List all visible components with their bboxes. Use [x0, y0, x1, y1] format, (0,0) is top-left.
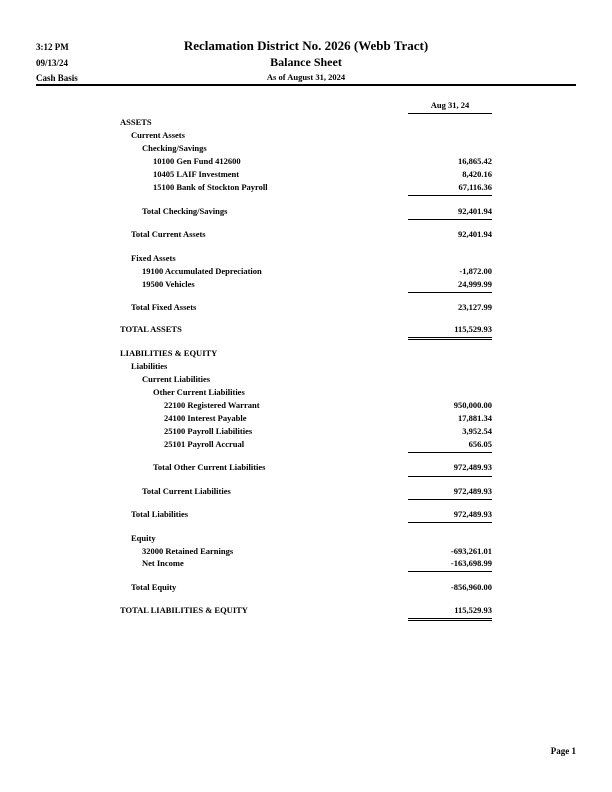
- row-amount: 656.05: [468, 439, 492, 449]
- row-label: Total Checking/Savings: [142, 206, 228, 216]
- row-label: Checking/Savings: [142, 143, 207, 153]
- row-label: Liabilities: [131, 361, 168, 371]
- row-label: 25100 Payroll Liabilities: [164, 426, 253, 436]
- account-row: [0, 169, 612, 180]
- row-label: 10100 Gen Fund 412600: [153, 156, 241, 166]
- total-row: [0, 509, 612, 520]
- row-amount: 115,529.93: [454, 605, 492, 615]
- row-amount: 3,952.54: [462, 426, 492, 436]
- group-heading: [0, 374, 612, 385]
- grand-total-row: [0, 324, 612, 335]
- row-amount: 23,127.99: [458, 302, 492, 312]
- row-label: Total Liabilities: [131, 509, 189, 519]
- row-amount: 972,489.93: [453, 509, 492, 519]
- subtotal-rule: [408, 499, 492, 500]
- row-label: Current Liabilities: [142, 374, 211, 384]
- row-label: ASSETS: [120, 117, 152, 127]
- header-rule: [36, 84, 576, 86]
- total-double-rule: [408, 337, 492, 338]
- row-amount: 972,489.93: [453, 462, 492, 472]
- row-label: 10405 LAIF Investment: [153, 169, 240, 179]
- row-amount: -693,261.01: [450, 546, 492, 556]
- row-label: 19100 Accumulated Depreciation: [142, 266, 262, 276]
- row-label: Fixed Assets: [131, 253, 176, 263]
- account-row: [0, 279, 612, 290]
- company-name: Reclamation District No. 2026 (Webb Tract): [183, 38, 429, 53]
- row-amount: 92,401.94: [458, 206, 492, 216]
- account-row: [0, 546, 612, 557]
- row-amount: 17,881.34: [458, 413, 492, 423]
- accounting-basis: Cash Basis: [36, 73, 78, 83]
- subtotal-rule: [408, 219, 492, 220]
- account-row: [0, 558, 612, 569]
- row-amount: -163,698.99: [450, 558, 492, 568]
- row-amount: 67,116.36: [458, 182, 492, 192]
- row-label: TOTAL LIABILITIES & EQUITY: [120, 605, 248, 615]
- subtotal-rule: [408, 292, 492, 293]
- total-row: [0, 582, 612, 593]
- row-label: Total Fixed Assets: [131, 302, 197, 312]
- group-heading: [0, 253, 612, 264]
- row-amount: 8,420.16: [462, 169, 492, 179]
- row-label: 15100 Bank of Stockton Payroll: [153, 182, 268, 192]
- report-title: Balance Sheet: [270, 55, 342, 69]
- subtotal-rule: [408, 195, 492, 196]
- group-heading: [0, 143, 612, 154]
- total-double-rule: [408, 620, 492, 621]
- section-heading: [0, 117, 612, 128]
- column-header: Aug 31, 24: [430, 100, 470, 110]
- account-row: [0, 266, 612, 277]
- row-label: LIABILITIES & EQUITY: [120, 348, 218, 358]
- column-header-underline: [408, 113, 492, 114]
- row-amount: 972,489.93: [453, 486, 492, 496]
- grand-total-row: [0, 605, 612, 616]
- report-period: As of August 31, 2024: [266, 72, 346, 82]
- row-amount: 24,999.99: [458, 279, 492, 289]
- row-label: Total Current Liabilities: [142, 486, 231, 496]
- group-heading: [0, 361, 612, 372]
- section-heading: [0, 348, 612, 359]
- group-heading: [0, 387, 612, 398]
- account-row: [0, 413, 612, 424]
- row-label: Net Income: [142, 558, 184, 568]
- print-date: 09/13/24: [36, 58, 69, 68]
- page-number: Page 1: [550, 746, 576, 756]
- row-amount: 92,401.94: [458, 229, 492, 239]
- row-label: Total Other Current Liabilities: [153, 462, 266, 472]
- total-row: [0, 462, 612, 473]
- row-label: 25101 Payroll Accrual: [164, 439, 245, 449]
- row-amount: 950,000.00: [453, 400, 492, 410]
- group-heading: [0, 130, 612, 141]
- row-label: 19500 Vehicles: [142, 279, 195, 289]
- group-heading: [0, 533, 612, 544]
- print-time: 3:12 PM: [36, 42, 69, 52]
- subtotal-rule: [408, 522, 492, 523]
- total-row: [0, 486, 612, 497]
- subtotal-rule: [408, 571, 492, 572]
- row-label: Equity: [131, 533, 156, 543]
- total-double-rule: [408, 339, 492, 340]
- row-label: Total Equity: [131, 582, 177, 592]
- account-row: [0, 156, 612, 167]
- total-row: [0, 229, 612, 240]
- account-row: [0, 439, 612, 450]
- row-label: TOTAL ASSETS: [120, 324, 182, 334]
- total-row: [0, 302, 612, 313]
- total-row: [0, 206, 612, 217]
- row-amount: -1,872.00: [459, 266, 492, 276]
- row-label: Other Current Liabilities: [153, 387, 245, 397]
- row-label: 24100 Interest Payable: [164, 413, 247, 423]
- account-row: [0, 400, 612, 411]
- account-row: [0, 182, 612, 193]
- row-label: 32000 Retained Earnings: [142, 546, 234, 556]
- account-row: [0, 426, 612, 437]
- row-label: 22100 Registered Warrant: [164, 400, 260, 410]
- row-amount: -856,960.00: [450, 582, 492, 592]
- row-label: Current Assets: [131, 130, 185, 140]
- subtotal-rule: [408, 452, 492, 453]
- row-amount: 115,529.93: [454, 324, 492, 334]
- row-label: Total Current Assets: [131, 229, 206, 239]
- row-amount: 16,865.42: [458, 156, 492, 166]
- subtotal-rule: [408, 476, 492, 477]
- total-double-rule: [408, 618, 492, 619]
